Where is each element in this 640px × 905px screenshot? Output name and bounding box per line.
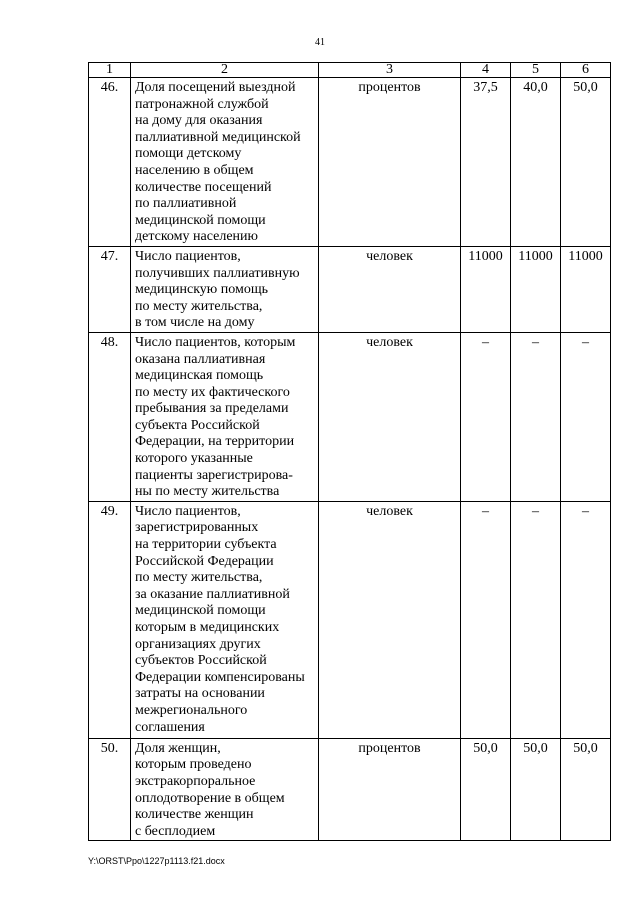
header-col-3: 3 — [319, 63, 461, 78]
value-col-4: – — [461, 332, 511, 501]
value-col-6: – — [561, 332, 611, 501]
indicator-name-line: по месту жительства, — [135, 298, 263, 314]
indicator-name — [131, 501, 319, 738]
row-number: 46. — [89, 78, 131, 247]
indicator-name-line: Федерации, на территории — [135, 434, 295, 450]
indicator-name-line: получивших паллиативную — [135, 265, 300, 281]
table-row — [89, 501, 611, 738]
unit-of-measure: человек — [319, 332, 461, 501]
value-col-4: 11000 — [461, 246, 511, 332]
indicator-name-line: патронажной службой — [135, 96, 269, 112]
indicator-name-line: зарегистрированных — [135, 520, 259, 536]
header-col-2: 2 — [131, 63, 319, 78]
unit-of-measure: процентов — [319, 738, 461, 841]
indicator-name-line: соглашения — [135, 719, 205, 735]
indicator-name-line: экстракорпоральное — [135, 774, 256, 790]
indicator-name-line: количестве посещений — [135, 179, 272, 195]
value-col-5: 11000 — [511, 246, 561, 332]
indicator-name-line: в том числе на дому — [135, 315, 255, 331]
indicator-name-line: которым в медицинских — [135, 620, 280, 635]
indicator-name-line: населению в общем — [135, 162, 254, 178]
table-row — [89, 738, 611, 841]
indicator-name — [131, 332, 319, 501]
indicator-name-line: Число пациентов, — [135, 503, 241, 519]
value-col-5: 50,0 — [511, 738, 561, 841]
table-row — [89, 78, 611, 247]
indicator-name-line: Доля женщин, — [135, 740, 221, 756]
row-number: 49. — [89, 501, 131, 738]
indicator-name-line: Число пациентов, которым — [135, 334, 296, 350]
indicator-name-line: пациенты зарегистрирова- — [135, 467, 293, 483]
row-number: 48. — [89, 332, 131, 501]
indicators-table — [88, 62, 611, 841]
row-number: 50. — [89, 738, 131, 841]
value-col-5: 40,0 — [511, 78, 561, 247]
unit-of-measure: процентов — [319, 78, 461, 247]
indicator-name-line: оказана паллиативная — [135, 351, 266, 367]
indicator-name-line: медицинской помощи — [135, 603, 266, 619]
indicator-name-line: оплодотворение в общем — [135, 790, 285, 806]
indicator-name-line: помощи детскому — [135, 146, 242, 162]
value-col-4: – — [461, 501, 511, 738]
value-col-6: – — [561, 501, 611, 738]
indicator-name-line: детскому населению — [135, 229, 258, 245]
indicator-name-line: паллиативной медицинской — [135, 129, 301, 145]
indicator-name-line: пребывания за пределами — [135, 401, 289, 417]
indicator-name-line: медицинскую помощь — [135, 282, 269, 298]
indicator-name-line: Число пациентов, — [135, 248, 241, 264]
indicator-name-line: организациях других — [135, 636, 261, 652]
indicator-name-line: ны по месту жительства — [135, 484, 280, 500]
indicator-name-line: количестве женщин — [135, 807, 254, 823]
unit-of-measure: человек — [319, 501, 461, 738]
indicator-name-line: по паллиативной — [135, 196, 237, 212]
value-col-4: 37,5 — [461, 78, 511, 247]
indicator-name-line: медицинской помощи — [135, 212, 266, 228]
indicator-name — [131, 246, 319, 332]
indicator-name-line: Российской Федерации — [135, 553, 274, 569]
indicator-name — [131, 78, 319, 247]
value-col-5: – — [511, 332, 561, 501]
indicator-name-line: на дому для оказания — [135, 113, 263, 129]
indicator-name-line: на территории субъекта — [135, 537, 277, 553]
row-number: 47. — [89, 246, 131, 332]
indicator-name-line: по месту жительства, — [135, 570, 263, 586]
indicator-name-line: Доля посещений выездной — [135, 80, 296, 95]
header-col-5: 5 — [511, 63, 561, 78]
value-col-6: 50,0 — [561, 738, 611, 841]
indicator-name-line: субъектов Российской — [135, 653, 267, 669]
indicator-name-line: за оказание паллиативной — [135, 586, 290, 602]
header-col-1: 1 — [89, 63, 131, 78]
value-col-4: 50,0 — [461, 738, 511, 841]
value-col-6: 11000 — [561, 246, 611, 332]
value-col-6: 50,0 — [561, 78, 611, 247]
indicator-name-line: медицинская помощь — [135, 368, 264, 384]
table-row — [89, 246, 611, 332]
table-row — [89, 332, 611, 501]
indicator-name-line: которым проведено — [135, 757, 252, 773]
page-number: 41 — [315, 37, 325, 48]
indicator-name-line: межрегионального — [135, 702, 248, 718]
indicator-name-line: по месту их фактического — [135, 384, 290, 400]
header-col-4: 4 — [461, 63, 511, 78]
indicator-name-line: субъекта Российской — [135, 417, 260, 433]
indicator-name-line: с бесплодием — [135, 823, 216, 839]
value-col-5: – — [511, 501, 561, 738]
indicator-name-line: Федерации компенсированы — [135, 669, 305, 685]
indicator-name-line: которого указанные — [135, 451, 253, 467]
indicator-name-line: затраты на основании — [135, 686, 265, 702]
indicator-name — [131, 738, 319, 841]
unit-of-measure: человек — [319, 246, 461, 332]
header-row — [89, 63, 611, 78]
file-path-footer: Y:\ORST\Ppo\1227p1113.f21.docx — [88, 856, 225, 866]
header-col-6: 6 — [561, 63, 611, 78]
